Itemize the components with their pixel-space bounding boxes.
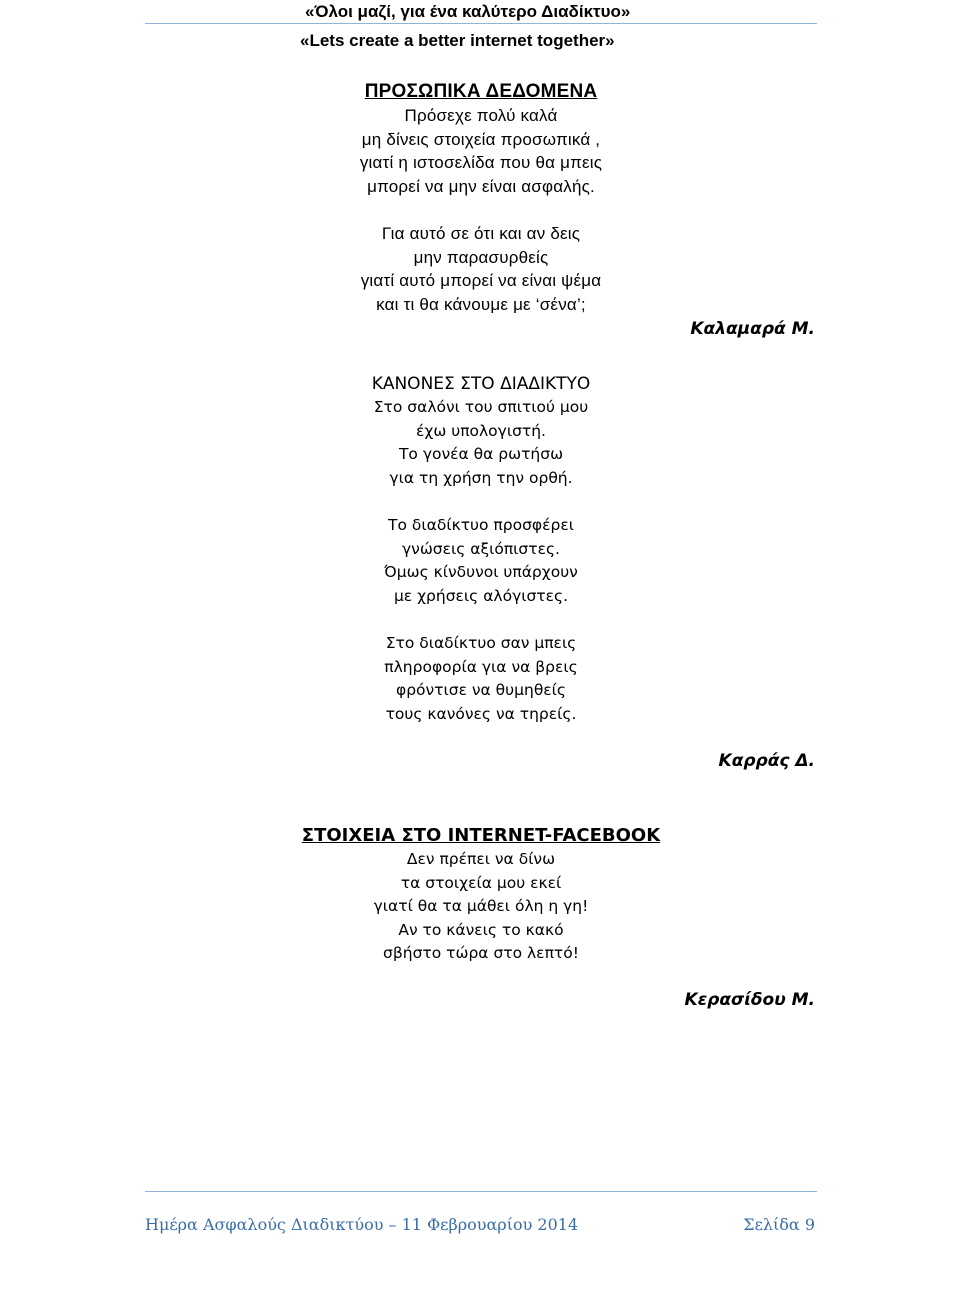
poem-title: ΣΤΟΙΧΕΙΑ ΣΤΟ INTERNET-FACEBOOK — [301, 825, 661, 846]
poem-line: Το γονέα θα ρωτήσω — [398, 445, 564, 463]
footer-divider — [145, 1191, 817, 1192]
poem-facebook — [145, 824, 817, 966]
poem-line: φρόντισε να θυμηθείς — [395, 681, 567, 699]
poem-line: για τη χρήση την ορθή. — [389, 468, 573, 487]
header-title-english: «Lets create a better internet together» — [300, 31, 615, 50]
footer-event-title: Ημέρα Ασφαλούς Διαδικτύου – 11 Φεβρουαρίου 2014 — [145, 1215, 579, 1234]
poem-line: Το διαδίκτυο προσφέρει — [388, 516, 574, 534]
poem-line: τα στοιχεία μου εκεί — [400, 873, 562, 892]
poem-line: με χρήσεις αλόγιστες. — [393, 586, 569, 605]
poem-author: Καλαμαρά Μ. — [690, 319, 815, 339]
poem-line: γιατί η ιστοσελίδα που θα μπεις — [359, 153, 603, 172]
poem-personal-data — [145, 80, 817, 316]
poem-line: Στο σαλόνι του σπιτιού μου — [373, 398, 589, 416]
poem-line: γνώσεις αξιόπιστες. — [401, 539, 560, 558]
page-number: Σελίδα 9 — [743, 1215, 815, 1234]
header-divider — [145, 23, 817, 24]
poem-author: Κερασίδου Μ. — [684, 990, 815, 1010]
poem-line: έχω υπολογιστή. — [415, 421, 546, 440]
poem-line: Δεν πρέπει να δίνω — [406, 850, 556, 868]
poem-line: μην παρασυρθείς — [413, 247, 549, 267]
poem-title: ΚΑΝΟΝΕΣ ΣΤΟ ΔΙΑΔΙΚΤΥΟ — [371, 374, 591, 394]
poem-line: πληροφορία για να βρεις — [384, 657, 578, 676]
poem-internet-rules — [145, 372, 817, 726]
poem-line: γιατί αυτό μπορεί να είναι ψέμα — [360, 271, 602, 290]
poem-line: Για αυτό σε ότι και αν δεις — [381, 224, 581, 243]
poem-title: ΠΡΟΣΩΠΙΚΑ ΔΕΔΟΜΕΝΑ — [364, 81, 598, 102]
poem-line: Στο διαδίκτυο σαν μπεις — [385, 634, 577, 652]
poem-line: τους κανόνες να τηρείς. — [385, 704, 577, 723]
poem-line: Πρόσεχε πολύ καλά — [404, 106, 558, 125]
poem-line: γιατί θα τα μάθει όλη η γη! — [373, 897, 589, 915]
poem-line: Αν το κάνεις το κακό — [398, 920, 564, 939]
poem-line: Όμως κίνδυνοι υπάρχουν — [384, 563, 578, 581]
poem-line: μη δίνεις στοιχεία προσωπικά , — [361, 129, 601, 149]
poem-line: και τι θα κάνουμε με ‘σένα’; — [376, 294, 586, 314]
poem-line: σβήστο τώρα στο λεπτό! — [383, 944, 579, 962]
poem-line: μπορεί να μην είναι ασφαλής. — [367, 176, 595, 196]
poem-author: Καρράς Δ. — [718, 751, 815, 771]
header-title-greek: «Όλοι μαζί, για ένα καλύτερο Διαδίκτυο» — [305, 2, 631, 21]
